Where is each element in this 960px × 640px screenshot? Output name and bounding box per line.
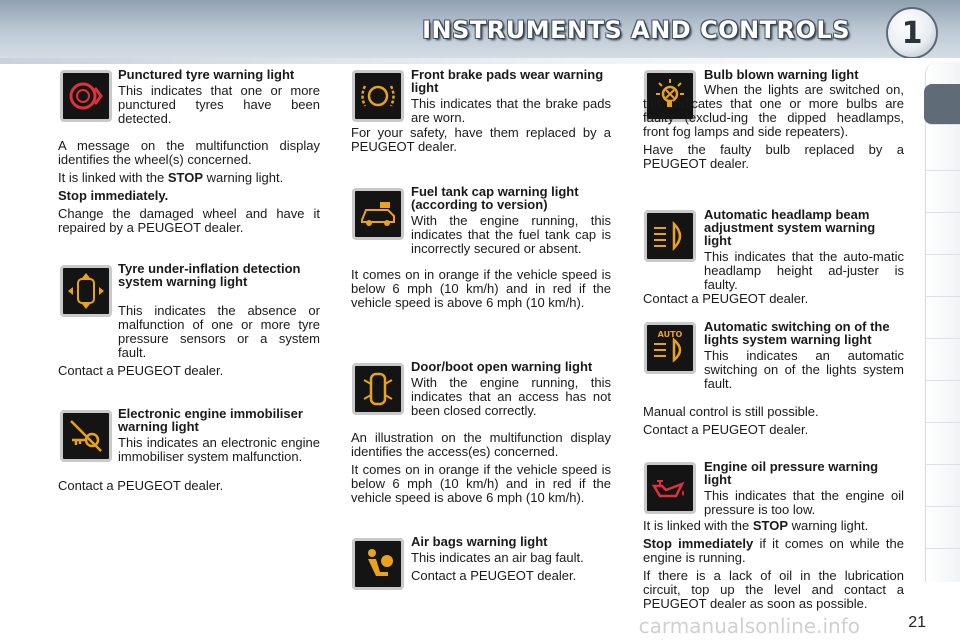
stop-word: STOP (167, 170, 203, 185)
headlamp-adjust-warning-icon (644, 210, 696, 262)
bulb-blown-p1: Have the faulty bulb replaced by a PEUGEOT dealer. (643, 142, 904, 171)
text: It is linked with the (58, 170, 168, 185)
punctured-tyre-intro: This indicates that one or more punctured tyres have been detected. (118, 83, 320, 126)
tyre-under-inflation-title: Tyre under-inflation detection system warning light (118, 261, 301, 289)
chapter-badge (886, 7, 938, 59)
door-open-intro: With the engine running, this indicates that an access has not been closed correctly. (411, 375, 611, 418)
headlamp-adjust-title: Automatic headlamp beam adjustment system warning light (704, 207, 876, 248)
brake-pads-warning-icon (352, 70, 404, 122)
page-header (0, 0, 960, 62)
immobiliser-warning-icon (60, 410, 112, 462)
bulb-blown-intro: When the lights are switched on, this indicates that one or more bulbs are faulty (exclud-ing the dipped headlamps, front fog lamps and side repeaters). (643, 82, 904, 139)
auto-lights-section (704, 320, 904, 395)
airbag-section (411, 535, 611, 587)
fuel-cap-details (351, 268, 611, 314)
text: warning light. (788, 518, 869, 533)
chapter-tab[interactable] (926, 298, 960, 339)
chapter-tab[interactable] (926, 508, 960, 549)
fuel-cap-title: Fuel tank cap warning light (according to version) (411, 184, 579, 212)
tyre-under-inflation-intro: This indicates the absence or malfunction of one or more tyre pressure sensors or a system fault. (118, 303, 320, 360)
oil-pressure-title: Engine oil pressure warning light (704, 459, 879, 487)
immobiliser-section (118, 407, 320, 468)
immobiliser-details (58, 479, 320, 497)
fuel-cap-intro: With the engine running, this indicates that the fuel tank cap is incorrectly secured or absent. (411, 213, 611, 256)
chapter-tabs (925, 62, 960, 582)
airbag-intro: This indicates an air bag fault. (411, 550, 584, 565)
watermark: carmanualsonline.info (638, 614, 860, 638)
stop-word: STOP (752, 518, 788, 533)
immobiliser-intro: This indicates an electronic engine immobiliser system malfunction. (118, 435, 320, 464)
punctured-tyre-p1: A message on the multifunction display identifies the wheel(s) concerned. (58, 138, 320, 167)
bulb-blown-details (643, 83, 904, 175)
oil-pressure-p1 (643, 519, 904, 533)
immobiliser-p1: Contact a PEUGEOT dealer. (58, 478, 224, 493)
punctured-tyre-p3: Stop immediately. (58, 188, 169, 203)
door-open-section (411, 360, 611, 422)
auto-lights-details (643, 405, 904, 441)
auto-lights-p2: Contact a PEUGEOT dealer. (643, 422, 809, 437)
section-title: INSTRUMENTS AND CONTROLS (422, 16, 850, 44)
punctured-tyre-section (118, 68, 320, 130)
fuel-cap-section (411, 185, 611, 260)
tyre-under-inflation-section (118, 262, 320, 291)
tyre-under-inflation-p1: Contact a PEUGEOT dealer. (58, 363, 224, 378)
auto-lights-warning-icon (644, 322, 696, 374)
text: warning light. (203, 170, 284, 185)
headlamp-adjust-section (704, 208, 904, 296)
airbag-p1: Contact a PEUGEOT dealer. (411, 568, 577, 583)
headlamp-adjust-intro: This indicates that the auto-matic headlamp height ad-juster is faulty. (704, 249, 904, 292)
auto-lights-title: Automatic switching on of the lights system warning light (704, 319, 890, 347)
oil-pressure-details (643, 519, 904, 615)
chapter-tab[interactable] (926, 424, 960, 465)
header-swoosh (0, 58, 960, 64)
door-open-details (351, 431, 611, 509)
punctured-tyre-p4: Change the damaged wheel and have it repaired by a PEUGEOT dealer. (58, 206, 320, 235)
chapter-tab[interactable] (926, 214, 960, 255)
tyre-under-inflation-details (58, 304, 320, 382)
door-open-p2: It comes on in orange if the vehicle speed is below 6 mph (10 km/h) and in red if the vehicle speed is above 6 mph (10 km/h). (351, 462, 611, 505)
brake-pads-section (411, 68, 611, 129)
fuel-cap-p1: It comes on in orange if the vehicle speed is below 6 mph (10 km/h) and in red if the vehicle speed is above 6 mph (10 km/h). (351, 267, 611, 310)
text: It is linked with the (643, 518, 753, 533)
door-open-warning-icon (352, 363, 404, 415)
oil-pressure-p2 (643, 537, 904, 565)
punctured-tyre-warning-icon (60, 70, 112, 122)
auto-label: AUTO (657, 330, 683, 339)
punctured-tyre-p2 (58, 171, 320, 185)
chapter-number: 1 (901, 15, 923, 51)
text: if it comes on while the engine is running. (643, 536, 904, 565)
oil-pressure-p3: If there is a lack of oil in the lubrication circuit, top up the level and contact a PEUGEOT dealer as soon as possible. (643, 568, 904, 611)
oil-pressure-section (704, 460, 904, 521)
punctured-tyre-title: Punctured tyre warning light (118, 67, 295, 82)
airbag-warning-icon (352, 538, 404, 590)
punctured-tyre-details (58, 139, 320, 239)
immobiliser-title: Electronic engine immobiliser warning light (118, 406, 303, 434)
oil-pressure-warning-icon (644, 462, 696, 514)
door-open-title: Door/boot open warning light (411, 359, 593, 374)
auto-lights-p1: Manual control is still possible. (643, 404, 819, 419)
page-number: 21 (908, 614, 926, 631)
chapter-tab[interactable] (926, 466, 960, 507)
chapter-tab[interactable] (926, 172, 960, 213)
headlamp-adjust-p1: Contact a PEUGEOT dealer. (643, 291, 809, 306)
stop-immediately: Stop immediately (643, 536, 754, 551)
chapter-tab[interactable] (926, 340, 960, 381)
bulb-blown-title: Bulb blown warning light (704, 67, 859, 82)
fuel-cap-warning-icon (352, 188, 404, 240)
brake-pads-title: Front brake pads wear warning light (411, 67, 604, 95)
headlamp-adjust-details (643, 292, 904, 310)
auto-lights-intro: This indicates an automatic switching on of the lights system fault. (704, 348, 904, 391)
door-open-p1: An illustration on the multifunction display identifies the access(es) concerned. (351, 430, 611, 459)
chapter-tab-active[interactable] (924, 84, 960, 125)
airbag-title: Air bags warning light (411, 534, 548, 549)
brake-pads-details (351, 126, 611, 158)
brake-pads-p1: For your safety, have them replaced by a PEUGEOT dealer. (351, 125, 611, 154)
oil-pressure-intro: This indicates that the engine oil pressure is too low. (704, 488, 904, 517)
brake-pads-intro: This indicates that the brake pads are worn. (411, 96, 611, 125)
chapter-tab[interactable] (926, 256, 960, 297)
chapter-tab[interactable] (926, 382, 960, 423)
chapter-tab[interactable] (926, 130, 960, 171)
